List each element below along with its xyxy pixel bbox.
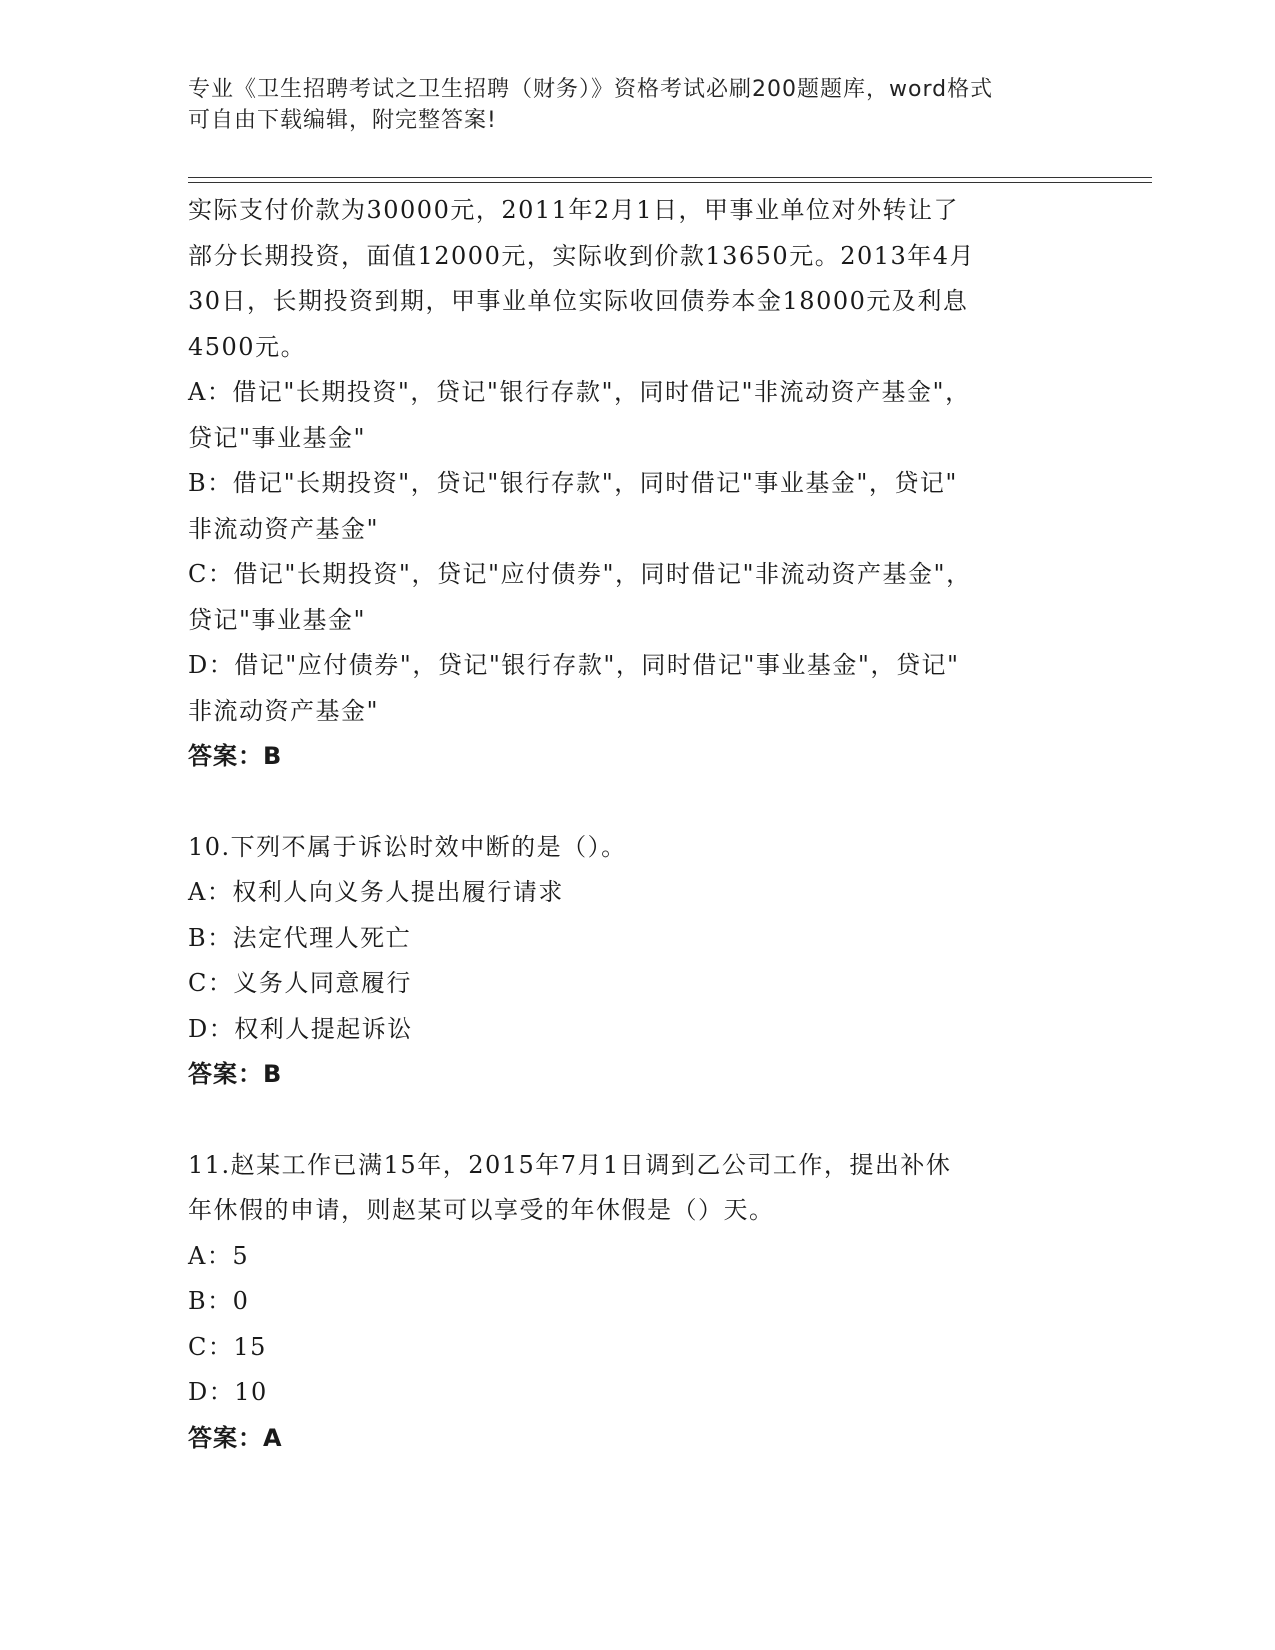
spacer bbox=[188, 780, 1068, 825]
option-c: C：15 bbox=[188, 1332, 267, 1361]
option-a-continued: 贷记"事业基金" bbox=[188, 423, 367, 452]
option-d: D：借记"应付债券"，贷记"银行存款"，同时借记"事业基金"，贷记" bbox=[188, 651, 960, 679]
question-stem-line: 实际支付价款为30000元，2011年2月1日，甲事业单位对外转让了 bbox=[188, 196, 959, 224]
option-b: B：借记"长期投资"，贷记"银行存款"，同时借记"事业基金"，贷记" bbox=[188, 469, 958, 497]
option-c: C：借记"长期投资"，贷记"应付债券"，同时借记"非流动资产基金"， bbox=[188, 560, 972, 588]
option-d-continued: 非流动资产基金" bbox=[188, 696, 380, 725]
question-stem-line: 11.赵某工作已满15年，2015年7月1日调到乙公司工作，提出补休 bbox=[188, 1150, 952, 1179]
header-divider-top bbox=[188, 177, 1152, 178]
option-b: B：法定代理人死亡 bbox=[188, 923, 412, 952]
question-stem-line: 10.下列不属于诉讼时效中断的是（）。 bbox=[188, 832, 627, 861]
option-a: A：5 bbox=[188, 1241, 250, 1270]
page-header bbox=[188, 74, 1068, 136]
answer-label: 答案：B bbox=[188, 742, 283, 770]
option-c: C：义务人同意履行 bbox=[188, 969, 412, 997]
option-c-continued: 贷记"事业基金" bbox=[188, 605, 367, 634]
question-stem-line: 部分长期投资，面值12000元，实际收到价款13650元。2013年4月 bbox=[188, 241, 976, 270]
header-title-line-1: 专业《卫生招聘考试之卫生招聘（财务）》资格考试必刷200题题库，word格式 bbox=[188, 77, 994, 102]
question-stem-line: 4500元。 bbox=[188, 332, 307, 361]
option-b-continued: 非流动资产基金" bbox=[188, 514, 380, 543]
spacer bbox=[188, 1098, 1068, 1143]
option-a: A：权利人向义务人提出履行请求 bbox=[188, 878, 564, 906]
option-a: A：借记"长期投资"，贷记"银行存款"，同时借记"非流动资产基金"， bbox=[188, 378, 971, 406]
option-b: B：0 bbox=[188, 1287, 250, 1315]
question-11 bbox=[188, 1143, 1068, 1462]
document-body bbox=[188, 188, 1068, 1461]
question-9 bbox=[188, 188, 1068, 780]
question-10 bbox=[188, 825, 1068, 1098]
question-stem-line: 30日，长期投资到期，甲事业单位实际收回债券本金18000元及利息 bbox=[188, 287, 969, 315]
answer-label: 答案：A bbox=[188, 1423, 283, 1452]
question-stem-line: 年休假的申请，则赵某可以享受的年休假是（）天。 bbox=[188, 1196, 775, 1224]
header-divider-bottom bbox=[188, 182, 1152, 183]
option-d: D：10 bbox=[188, 1378, 268, 1406]
answer-label: 答案：B bbox=[188, 1060, 283, 1088]
option-d: D：权利人提起诉讼 bbox=[188, 1014, 413, 1043]
header-title-line-2: 可自由下载编辑，附完整答案! bbox=[188, 108, 497, 133]
